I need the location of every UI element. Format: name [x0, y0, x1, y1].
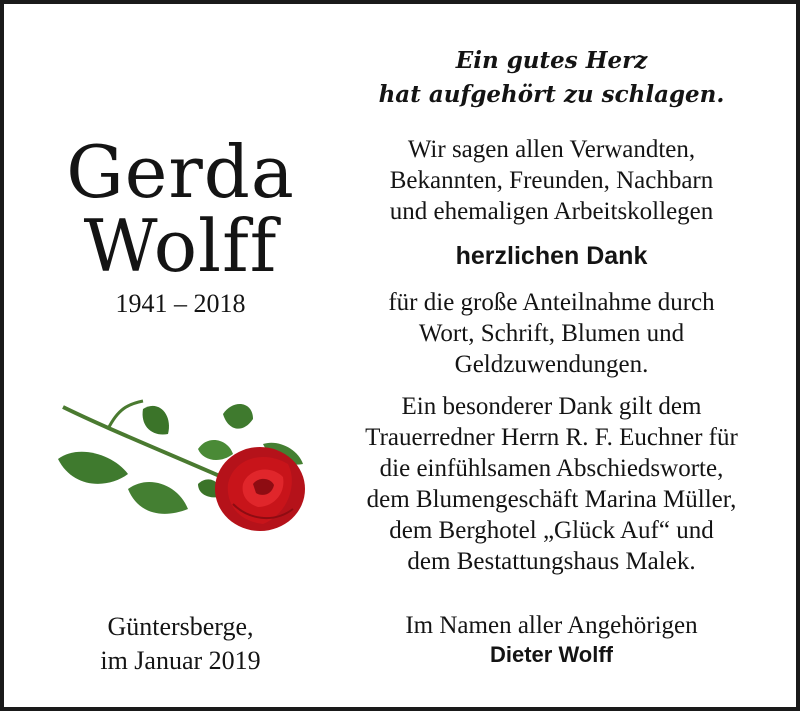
text-line: dem Berghotel „Glück Auf“ und [389, 517, 714, 544]
red-rose-icon [48, 389, 323, 549]
text-line: Trauerredner Herrn R. F. Euchner für [365, 424, 738, 451]
deceased-last-name: Wolff [83, 204, 278, 288]
text-line: Wir sagen allen Verwandten, [407, 136, 696, 163]
signer-name: Dieter Wolff [489, 642, 614, 667]
place-line: Güntersberge, [107, 612, 254, 641]
thanks-heading: herzlichen Dank [455, 242, 648, 270]
motto-line: Ein gutes Herz [455, 47, 648, 74]
text-line: Wort, Schrift, Blumen und [418, 320, 685, 347]
motto-line: hat aufgehört zu schlagen. [378, 81, 725, 108]
date-line: im Januar 2019 [100, 646, 261, 675]
intro-text [334, 134, 769, 227]
life-years: 1941 – 2018 [115, 289, 246, 318]
text-line: Geldzuwendungen. [454, 351, 649, 378]
place-and-date [18, 610, 343, 678]
text-line: Bekannten, Freunden, Nachbarn [389, 167, 714, 194]
text-line: dem Blumengeschäft Marina Müller, [366, 486, 737, 513]
deceased-first-name: Gerda [66, 130, 295, 214]
closing-line: Im Namen aller Angehörigen [405, 612, 698, 639]
text-line: die einfühlsamen Abschiedsworte, [379, 455, 724, 482]
text-line: dem Bestattungshaus Malek. [407, 548, 696, 575]
text-line: Ein besonderer Dank gilt dem [401, 393, 702, 420]
special-thanks-text [334, 391, 769, 577]
text-line: für die große Anteilnahme durch [388, 289, 715, 316]
reason-text [334, 287, 769, 380]
right-column [334, 4, 769, 707]
motto [334, 44, 769, 112]
left-column [18, 4, 343, 707]
text-line: und ehemaligen Arbeitskollegen [389, 198, 714, 225]
